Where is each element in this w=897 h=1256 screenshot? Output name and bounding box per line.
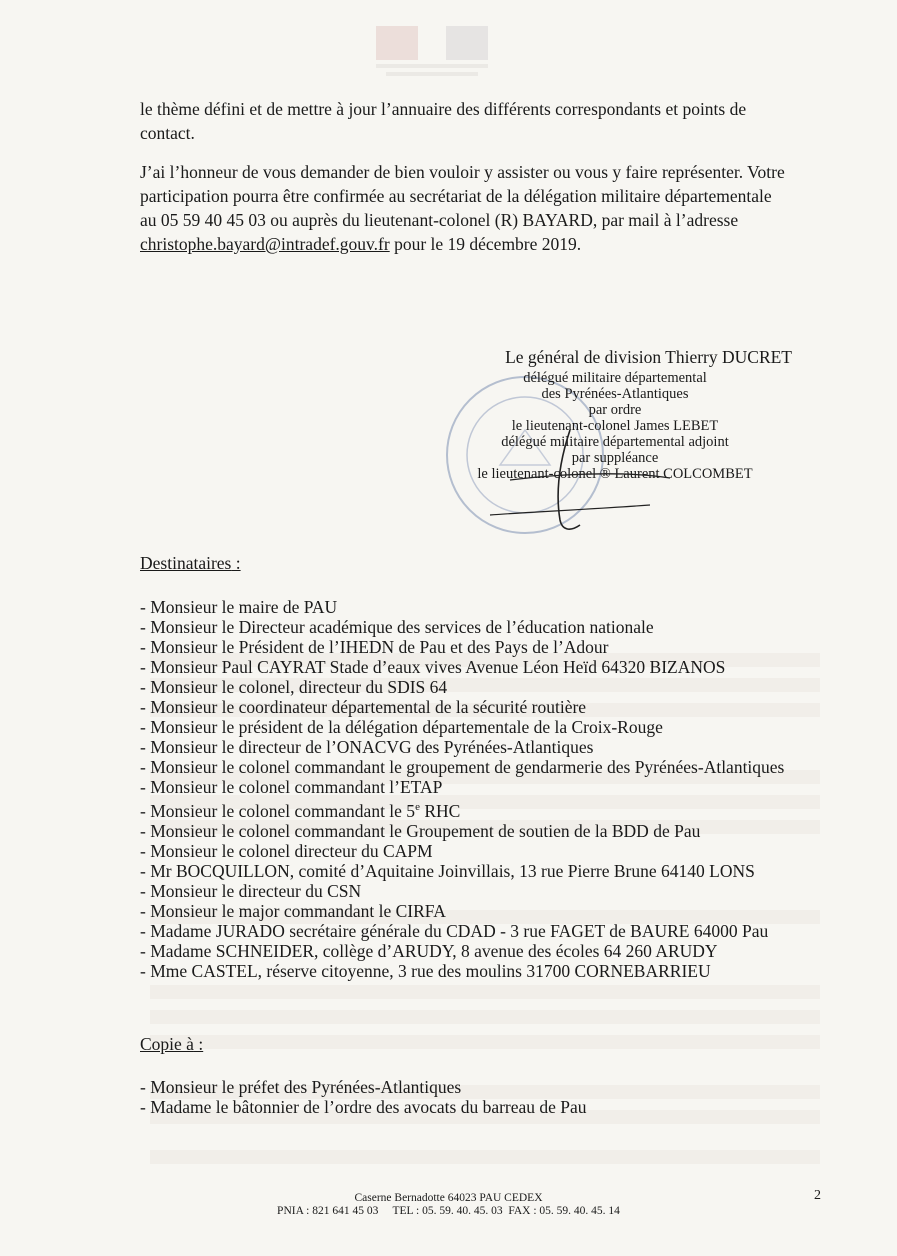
list-item: - Mme CASTEL, réserve citoyenne, 3 rue des moulins 31700 CORNEBARRIEU bbox=[140, 960, 711, 981]
request-line: au 05 59 40 45 03 ou auprès du lieutenant-colonel (R) BAYARD, par mail à l’adresse bbox=[140, 210, 739, 230]
list-item: - Monsieur le colonel commandant le groupement de gendarmerie des Pyrénées-Atlantiques bbox=[140, 757, 785, 777]
signature-line: par suppléance bbox=[571, 450, 659, 466]
bleed-through-line bbox=[150, 1010, 820, 1024]
footer-contacts: PNIA : 821 641 45 03 TEL : 05. 59. 40. 45. 03 FAX : 05. 59. 40. 45. 14 bbox=[277, 1205, 620, 1217]
list-item: - Monsieur le Directeur académique des services de l’éducation nationale bbox=[140, 617, 654, 637]
signatory-title: Le général de division Thierry DUCRET bbox=[505, 347, 792, 367]
email-link[interactable]: christophe.bayard@intradef.gouv.fr bbox=[140, 234, 390, 254]
bleed-through-line bbox=[150, 985, 820, 999]
list-item: - Monsieur le directeur du CSN bbox=[140, 880, 362, 901]
list-item: - Monsieur le coordinateur départemental de la sécurité routière bbox=[140, 697, 587, 717]
list-item: - Madame le bâtonnier de l’ordre des avocats du barreau de Pau bbox=[140, 1097, 587, 1117]
signature-line: des Pyrénées-Atlantiques bbox=[541, 386, 689, 402]
list-item: - Monsieur Paul CAYRAT Stade d’eaux vives Avenue Léon Heïd 64320 BIZANOS bbox=[140, 657, 726, 677]
request-last-line bbox=[140, 232, 820, 256]
list-item: - Monsieur le colonel commandant le Groupement de soutien de la BDD de Pau bbox=[140, 820, 701, 841]
signature-line: délégué militaire départemental bbox=[523, 370, 707, 386]
signature-line: par ordre bbox=[588, 402, 642, 418]
recipients-heading: Destinataires : bbox=[140, 553, 241, 573]
list-item: - Monsieur le président de la délégation départementale de la Croix-Rouge bbox=[140, 717, 663, 737]
intro-line: contact. bbox=[140, 123, 195, 143]
copy-heading: Copie à : bbox=[140, 1034, 204, 1054]
list-item: - Monsieur le colonel, directeur du SDIS 64 bbox=[140, 677, 448, 697]
list-item: - Monsieur le maire de PAU bbox=[140, 597, 338, 617]
request-paragraph bbox=[140, 160, 820, 256]
request-line: J’ai l’honneur de vous demander de bien vouloir y assister ou vous y faire représenter. Votre bbox=[140, 162, 785, 182]
list-item: - Monsieur le colonel commandant l’ETAP bbox=[140, 777, 443, 797]
intro-line: le thème défini et de mettre à jour l’annuaire des différents correspondants et points de bbox=[140, 99, 747, 119]
list-item: - Monsieur le major commandant le CIRFA bbox=[140, 900, 446, 921]
page-number: 2 bbox=[814, 1188, 821, 1203]
list-item: - Monsieur le Président de l’IHEDN de Pau et des Pays de l’Adour bbox=[140, 637, 609, 657]
bleed-through-line bbox=[150, 1150, 820, 1164]
list-item: - Monsieur le colonel directeur du CAPM bbox=[140, 840, 433, 861]
list-item: - Monsieur le directeur de l’ONACVG des Pyrénées-Atlantiques bbox=[140, 737, 594, 757]
bleed-through-logo bbox=[372, 22, 502, 80]
recipients-list bbox=[140, 597, 860, 981]
request-line: participation pourra être confirmée au secrétariat de la délégation militaire départementale bbox=[140, 186, 772, 206]
signature-line: délégué militaire départemental adjoint bbox=[501, 434, 729, 450]
signature-line: le lieutenant-colonel James LEBET bbox=[511, 418, 719, 434]
footer-address: Caserne Bernadotte 64023 PAU CEDEX bbox=[354, 1192, 543, 1204]
list-item: - Mr BOCQUILLON, comité d’Aquitaine Joinvillais, 13 rue Pierre Brune 64140 LONS bbox=[140, 860, 755, 881]
intro-paragraph bbox=[140, 97, 820, 145]
page-footer bbox=[0, 1192, 897, 1218]
deadline-text: pour le 19 décembre 2019. bbox=[389, 234, 582, 254]
handwritten-signature bbox=[420, 420, 680, 540]
list-item: - Madame SCHNEIDER, collège d’ARUDY, 8 avenue des écoles 64 260 ARUDY bbox=[140, 940, 718, 961]
list-item: - Madame JURADO secrétaire générale du CDAD - 3 rue FAGET de BAURE 64000 Pau bbox=[140, 920, 769, 941]
list-item: - Monsieur le colonel commandant le 5e RHC bbox=[140, 800, 461, 821]
bleed-through-line bbox=[150, 1035, 820, 1049]
copy-list bbox=[140, 1077, 860, 1117]
list-item: - Monsieur le préfet des Pyrénées-Atlantiques bbox=[140, 1077, 462, 1097]
signature-line: le lieutenant-colonel ® Laurent COLCOMBET bbox=[477, 466, 753, 482]
